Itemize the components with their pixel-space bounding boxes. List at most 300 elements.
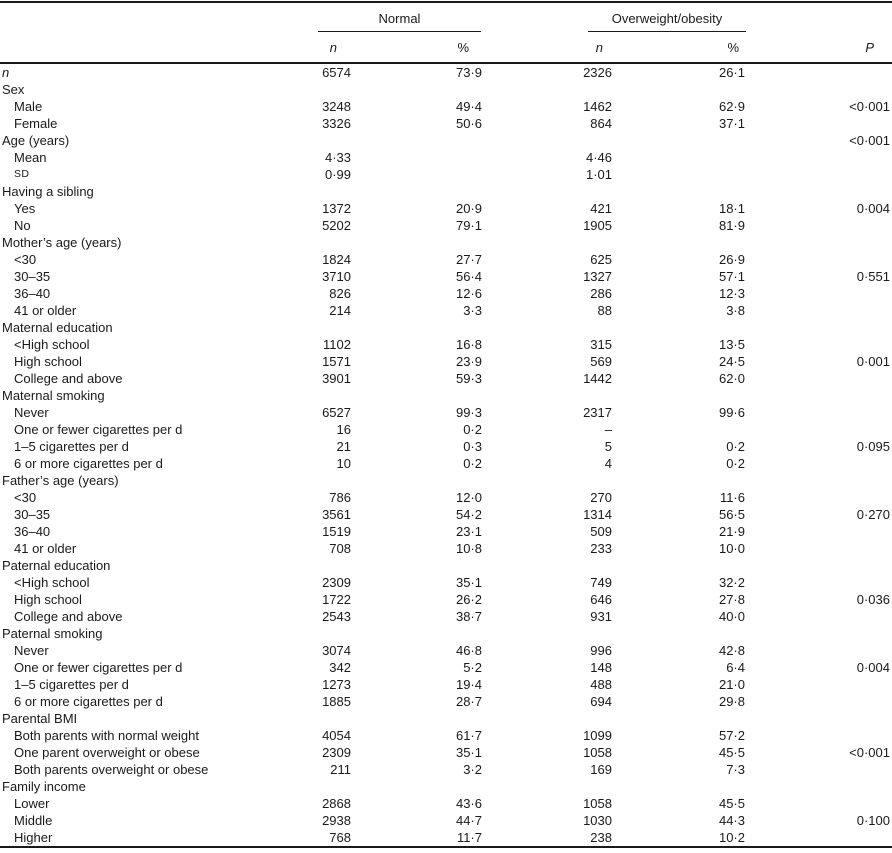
cell-p-value (746, 421, 892, 438)
cell-normal-n: 3561 (322, 507, 351, 522)
cell-p-value (746, 778, 892, 795)
cell-p-value: 0·270 (856, 507, 890, 522)
cell-p-value (746, 795, 892, 812)
cell-overweight-n: 1058 (583, 745, 612, 760)
cell-overweight-pct (613, 319, 746, 336)
table-row (0, 251, 892, 268)
cell-p-value (746, 642, 892, 659)
cell-normal-n: 3901 (322, 371, 351, 386)
cell-p-value (746, 829, 892, 847)
table-row (0, 812, 892, 829)
row-label: College and above (14, 371, 123, 386)
row-label: Yes (14, 201, 36, 216)
cell-p-value (746, 404, 892, 421)
cell-overweight-n (483, 625, 613, 642)
cell-p-value: <0·001 (849, 99, 890, 114)
table-row (0, 387, 892, 404)
cell-normal-n (300, 132, 352, 149)
cell-normal-n: 768 (329, 830, 351, 845)
cell-normal-pct: 73·9 (455, 65, 482, 80)
cell-normal-n: 6574 (322, 65, 351, 80)
header-spacer-label (0, 2, 300, 32)
row-label: Female (14, 116, 58, 131)
column-header-overweight-n: n (483, 32, 613, 63)
cell-overweight-n: 4 (604, 456, 612, 471)
cell-normal-pct: 10·8 (455, 541, 482, 556)
cell-p-value (746, 115, 892, 132)
table-row (0, 353, 892, 370)
table-row (0, 710, 892, 727)
cell-overweight-pct (613, 166, 746, 183)
cell-overweight-n: 233 (590, 541, 612, 556)
row-label: 41 or older (14, 541, 77, 556)
row-label: 36–40 (14, 286, 51, 301)
cell-normal-n: 786 (329, 490, 351, 505)
cell-overweight-n (483, 710, 613, 727)
cell-normal-pct (352, 132, 483, 149)
cell-overweight-n: 238 (590, 830, 612, 845)
cell-p-value (746, 693, 892, 710)
cell-p-value (746, 761, 892, 778)
cell-normal-n (300, 472, 352, 489)
cell-overweight-n: 1327 (583, 269, 612, 284)
cell-normal-pct: 3·2 (463, 762, 482, 777)
cell-normal-n: 1273 (322, 677, 351, 692)
table-row (0, 523, 892, 540)
cell-overweight-pct: 40·0 (718, 609, 745, 624)
row-label: One parent overweight or obese (14, 745, 200, 760)
table-row (0, 727, 892, 744)
row-label: High school (14, 354, 82, 369)
cell-normal-n (300, 183, 352, 200)
cell-overweight-pct: 13·5 (718, 337, 745, 352)
cell-normal-n: 10 (336, 456, 351, 471)
table-row (0, 438, 892, 455)
cell-overweight-n: 931 (590, 609, 612, 624)
cell-overweight-pct: 45·5 (718, 745, 745, 760)
cell-normal-pct: 38·7 (455, 609, 482, 624)
cell-overweight-pct: 10·2 (718, 830, 745, 845)
cell-p-value (746, 727, 892, 744)
cell-overweight-n (483, 472, 613, 489)
cell-normal-n: 3248 (322, 99, 351, 114)
cell-overweight-n: 569 (590, 354, 612, 369)
cell-normal-n: 2543 (322, 609, 351, 624)
table-row (0, 574, 892, 591)
cell-normal-pct: 0·2 (463, 456, 482, 471)
cell-overweight-pct: 32·2 (718, 575, 745, 590)
cell-normal-n: 708 (329, 541, 351, 556)
cell-normal-n: 1519 (322, 524, 351, 539)
cell-normal-pct (352, 625, 483, 642)
cell-normal-pct (352, 149, 483, 166)
cell-overweight-pct: 26·1 (718, 65, 745, 80)
table-row (0, 285, 892, 302)
cell-overweight-pct: 29·8 (718, 694, 745, 709)
cell-p-value (746, 676, 892, 693)
cell-p-value (746, 710, 892, 727)
cell-normal-pct: 0·3 (463, 439, 482, 454)
cell-normal-n: 2938 (322, 813, 351, 828)
cell-normal-n: 0·99 (324, 167, 351, 182)
cell-normal-n: 2868 (322, 796, 351, 811)
cell-normal-pct: 54·2 (455, 507, 482, 522)
cell-normal-pct: 20·9 (455, 201, 482, 216)
table-row (0, 506, 892, 523)
table-row (0, 676, 892, 693)
row-label: 30–35 (14, 269, 51, 284)
cell-p-value (746, 608, 892, 625)
cell-normal-n: 3074 (322, 643, 351, 658)
table-row (0, 795, 892, 812)
table-row (0, 829, 892, 847)
cell-normal-pct: 23·1 (455, 524, 482, 539)
row-label: Family income (2, 779, 86, 794)
cell-p-value (746, 302, 892, 319)
cell-overweight-n: 1058 (583, 796, 612, 811)
table-row (0, 761, 892, 778)
cell-p-value (746, 217, 892, 234)
cell-overweight-n: 996 (590, 643, 612, 658)
column-group-normal (300, 2, 483, 32)
table-row (0, 370, 892, 387)
row-label: Never (14, 405, 49, 420)
cell-p-value (746, 81, 892, 98)
cell-p-value: <0·001 (849, 133, 890, 148)
cell-normal-n: 2309 (322, 745, 351, 760)
cell-p-value (746, 523, 892, 540)
cell-p-value (746, 234, 892, 251)
cell-normal-pct (352, 234, 483, 251)
cell-overweight-n: 270 (590, 490, 612, 505)
cell-p-value (746, 251, 892, 268)
table-body (0, 63, 892, 847)
row-label: Male (14, 99, 43, 114)
cell-normal-pct: 11·7 (456, 830, 482, 845)
cell-overweight-n: 5 (604, 439, 612, 454)
cell-overweight-pct (613, 234, 746, 251)
cell-overweight-n: 421 (590, 201, 612, 216)
row-label: College and above (14, 609, 123, 624)
cell-overweight-n: 646 (590, 592, 612, 607)
cell-overweight-pct: 81·9 (718, 218, 745, 233)
cell-overweight-pct: 3·8 (726, 303, 745, 318)
table-row (0, 608, 892, 625)
cell-normal-n: 214 (329, 303, 351, 318)
cell-normal-pct: 16·8 (455, 337, 482, 352)
row-label: SD (14, 168, 30, 180)
table-row (0, 591, 892, 608)
row-label: 1–5 cigarettes per d (14, 439, 129, 454)
table-row (0, 166, 892, 183)
row-label: Sex (2, 82, 25, 97)
cell-p-value: 0·551 (856, 269, 890, 284)
cell-overweight-n: 488 (590, 677, 612, 692)
cell-overweight-n: 1099 (583, 728, 612, 743)
table-row (0, 744, 892, 761)
cell-overweight-pct: 27·8 (718, 592, 745, 607)
cell-normal-n: 1722 (322, 592, 351, 607)
cell-normal-n: 1885 (322, 694, 351, 709)
table-row (0, 778, 892, 795)
column-group-normal-underline (318, 11, 481, 32)
cell-normal-pct: 35·1 (455, 745, 482, 760)
cell-p-value (746, 370, 892, 387)
cell-overweight-n: 1905 (583, 218, 612, 233)
cell-overweight-pct (613, 387, 746, 404)
cell-normal-n: 16 (336, 422, 351, 437)
cell-overweight-pct: 99·6 (718, 405, 745, 420)
cell-normal-pct: 56·4 (455, 269, 482, 284)
table-row (0, 132, 892, 149)
row-label: Paternal smoking (2, 626, 103, 641)
cell-p-value (746, 489, 892, 506)
row-label: Both parents overweight or obese (14, 762, 209, 777)
column-header-normal-pct: % (352, 32, 483, 63)
cell-overweight-n: 864 (590, 116, 612, 131)
cell-normal-pct: 35·1 (455, 575, 482, 590)
cell-normal-n (300, 625, 352, 642)
cell-overweight-pct: 26·9 (718, 252, 745, 267)
cell-overweight-pct (613, 149, 746, 166)
baseline-characteristics-table (0, 1, 892, 848)
cell-p-value (746, 183, 892, 200)
cell-p-value: 0·001 (856, 354, 890, 369)
cell-overweight-pct: 6·4 (726, 660, 745, 675)
table-row (0, 115, 892, 132)
cell-overweight-pct (613, 710, 746, 727)
cell-normal-pct: 44·7 (455, 813, 482, 828)
cell-overweight-pct (613, 778, 746, 795)
cell-overweight-n: 88 (597, 303, 612, 318)
table-row (0, 404, 892, 421)
cell-overweight-n: 1·01 (585, 167, 612, 182)
cell-normal-n (300, 778, 352, 795)
table-row (0, 421, 892, 438)
cell-normal-n (300, 387, 352, 404)
cell-overweight-pct: 37·1 (718, 116, 745, 131)
row-label: Father’s age (years) (2, 473, 119, 488)
cell-p-value (746, 557, 892, 574)
cell-normal-pct (352, 472, 483, 489)
cell-overweight-pct: 11·6 (719, 490, 745, 505)
row-label: <High school (14, 575, 90, 590)
cell-overweight-pct (613, 557, 746, 574)
cell-p-value (746, 540, 892, 557)
table-row (0, 268, 892, 285)
cell-overweight-pct (613, 81, 746, 98)
cell-overweight-n: 2317 (583, 405, 612, 420)
table-row (0, 489, 892, 506)
cell-p-value (746, 63, 892, 81)
cell-overweight-pct (613, 472, 746, 489)
cell-overweight-n (483, 319, 613, 336)
cell-normal-n (300, 710, 352, 727)
cell-normal-pct (352, 183, 483, 200)
row-label: Maternal smoking (2, 388, 105, 403)
cell-p-value (746, 319, 892, 336)
cell-normal-n: 3710 (322, 269, 351, 284)
cell-p-value: 0·100 (856, 813, 890, 828)
cell-normal-pct: 12·6 (455, 286, 482, 301)
cell-p-value (746, 625, 892, 642)
cell-overweight-pct: 0·2 (726, 439, 745, 454)
cell-normal-pct (352, 557, 483, 574)
cell-overweight-pct: 44·3 (718, 813, 745, 828)
column-header-p: P (746, 32, 892, 63)
cell-overweight-n: 694 (590, 694, 612, 709)
cell-p-value: 0·095 (856, 439, 890, 454)
row-label: <High school (14, 337, 90, 352)
cell-normal-n: 1102 (323, 337, 351, 352)
table-row (0, 234, 892, 251)
cell-overweight-pct: 18·1 (718, 201, 745, 216)
column-group-overweight (483, 2, 746, 32)
table-row (0, 302, 892, 319)
row-label: <30 (14, 490, 37, 505)
cell-p-value (746, 455, 892, 472)
table-row (0, 63, 892, 81)
cell-overweight-pct: 7·3 (726, 762, 745, 777)
cell-overweight-n: 2326 (583, 65, 612, 80)
table-row (0, 336, 892, 353)
cell-overweight-n: 625 (590, 252, 612, 267)
row-label: High school (14, 592, 82, 607)
cell-overweight-n: 315 (590, 337, 612, 352)
row-label: Parental BMI (2, 711, 78, 726)
cell-normal-pct: 27·7 (455, 252, 482, 267)
cell-normal-n: 1824 (322, 252, 351, 267)
cell-normal-n: 342 (329, 660, 351, 675)
row-label: 6 or more cigarettes per d (14, 456, 163, 471)
row-label: <30 (14, 252, 37, 267)
cell-overweight-pct: 57·2 (718, 728, 745, 743)
table-row (0, 540, 892, 557)
cell-overweight-n (483, 132, 613, 149)
cell-overweight-pct: 12·3 (718, 286, 745, 301)
cell-normal-pct (352, 778, 483, 795)
cell-p-value (746, 285, 892, 302)
row-label: One or fewer cigarettes per d (14, 660, 183, 675)
row-label: Having a sibling (2, 184, 94, 199)
header-spacer-p (746, 2, 892, 32)
cell-normal-n: 4·33 (324, 150, 351, 165)
row-label: Mother’s age (years) (2, 235, 122, 250)
cell-normal-pct: 28·7 (455, 694, 482, 709)
row-label: 6 or more cigarettes per d (14, 694, 163, 709)
cell-normal-pct: 61·7 (455, 728, 482, 743)
table-row (0, 98, 892, 115)
cell-overweight-n (483, 81, 613, 98)
table-row (0, 217, 892, 234)
cell-overweight-n (483, 387, 613, 404)
cell-overweight-pct: 21·0 (718, 677, 745, 692)
cell-overweight-pct: 0·2 (726, 456, 745, 471)
cell-p-value (746, 472, 892, 489)
column-header-overweight-pct: % (613, 32, 746, 63)
cell-overweight-pct: 57·1 (718, 269, 745, 284)
table-row (0, 659, 892, 676)
cell-overweight-n (483, 778, 613, 795)
cell-normal-n: 3326 (322, 116, 351, 131)
column-header-normal-n: n (300, 32, 352, 63)
cell-overweight-pct (613, 421, 746, 438)
cell-normal-pct: 23·9 (455, 354, 482, 369)
cell-normal-pct: 43·6 (455, 796, 482, 811)
row-label: Paternal education (2, 558, 111, 573)
cell-normal-pct: 49·4 (455, 99, 482, 114)
cell-normal-n: 6527 (322, 405, 351, 420)
row-label: 30–35 (14, 507, 51, 522)
column-group-row (0, 2, 892, 32)
column-group-overweight-underline (588, 11, 746, 32)
cell-overweight-n: – (604, 422, 612, 437)
cell-normal-pct: 12·0 (455, 490, 482, 505)
cell-normal-pct (352, 81, 483, 98)
cell-normal-n: 1372 (322, 201, 351, 216)
cell-normal-n: 21 (336, 439, 351, 454)
cell-normal-pct: 79·1 (455, 218, 482, 233)
cell-p-value (746, 149, 892, 166)
row-label: Maternal education (2, 320, 113, 335)
cell-overweight-n: 169 (590, 762, 612, 777)
cell-normal-n: 211 (330, 762, 351, 777)
table-row (0, 183, 892, 200)
cell-normal-pct: 26·2 (455, 592, 482, 607)
table-row (0, 472, 892, 489)
cell-normal-n (300, 319, 352, 336)
cell-normal-pct: 50·6 (455, 116, 482, 131)
row-label: Never (14, 643, 49, 658)
row-label: 1–5 cigarettes per d (14, 677, 129, 692)
cell-normal-pct: 59·3 (455, 371, 482, 386)
cell-p-value (746, 336, 892, 353)
cell-overweight-pct: 42·8 (718, 643, 745, 658)
cell-p-value: 0·004 (856, 660, 890, 675)
cell-overweight-n: 509 (590, 524, 612, 539)
table-row (0, 149, 892, 166)
cell-overweight-n: 4·46 (585, 150, 612, 165)
table-row (0, 557, 892, 574)
column-group-overweight-label: Overweight/obesity (611, 11, 723, 26)
cell-normal-pct (352, 319, 483, 336)
cell-overweight-n: 148 (590, 660, 612, 675)
row-label: Middle (14, 813, 53, 828)
cell-normal-n (300, 234, 352, 251)
row-label: Mean (14, 150, 47, 165)
cell-p-value: <0·001 (849, 745, 890, 760)
column-group-normal-label: Normal (378, 11, 421, 26)
cell-normal-n: 2309 (322, 575, 351, 590)
cell-p-value: 0·004 (856, 201, 890, 216)
cell-overweight-pct: 62·0 (718, 371, 745, 386)
cell-normal-n (300, 557, 352, 574)
cell-overweight-n (483, 557, 613, 574)
cell-overweight-pct (613, 132, 746, 149)
cell-normal-pct: 3·3 (463, 303, 482, 318)
column-header-row (0, 32, 892, 63)
cell-p-value (746, 574, 892, 591)
cell-normal-pct: 99·3 (455, 405, 482, 420)
cell-overweight-pct (613, 183, 746, 200)
row-label: Both parents with normal weight (14, 728, 199, 743)
cell-normal-pct (352, 166, 483, 183)
cell-overweight-pct: 45·5 (718, 796, 745, 811)
row-label: 36–40 (14, 524, 51, 539)
row-label: Lower (14, 796, 50, 811)
row-label: No (14, 218, 31, 233)
row-label: Age (years) (2, 133, 70, 148)
